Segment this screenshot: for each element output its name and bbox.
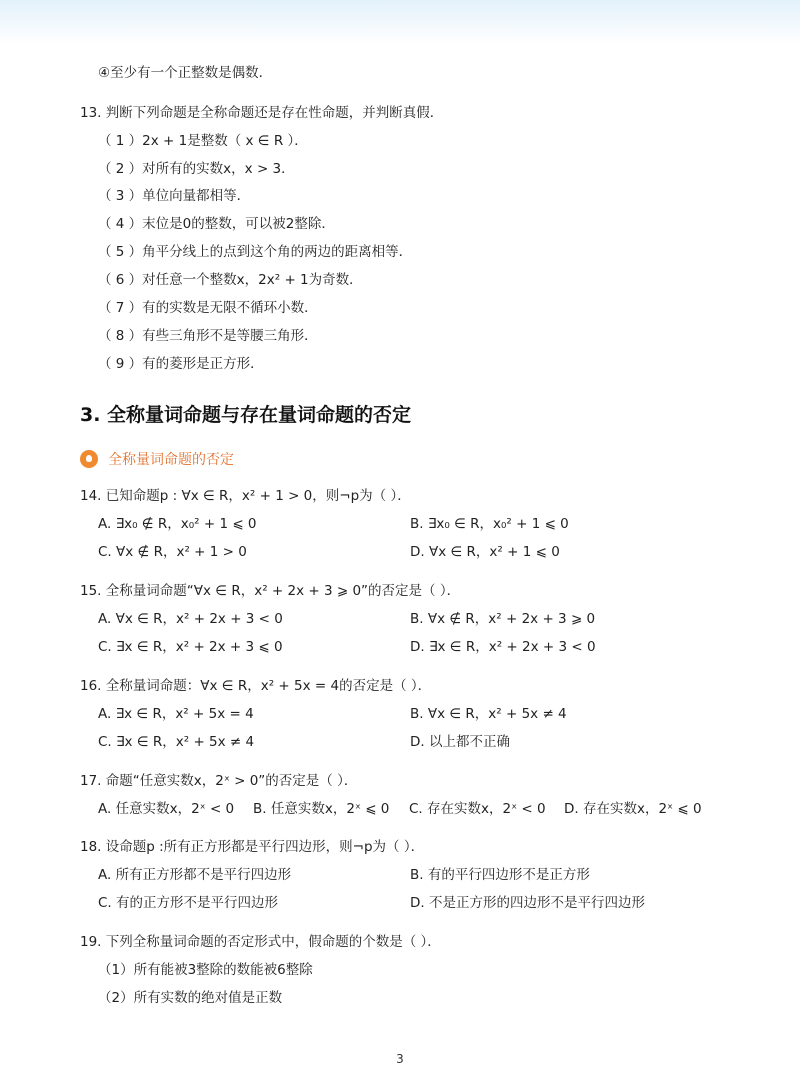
q18-option-d: D. 不是正方形的四边形不是平行四边形	[410, 895, 645, 911]
q15-option-a: A. ∀x ∈ R，x² + 2x + 3 < 0	[98, 611, 283, 627]
q13-item-9: （ 9 ）有的菱形是正方形．	[98, 356, 264, 372]
q14-option-d: D. ∀x ∈ R，x² + 1 ⩽ 0	[410, 544, 560, 560]
question-17: 17. 命题“任意实数x，2ˣ > 0”的否定是（ ）．	[80, 773, 358, 789]
q13-item-3: （ 3 ）单位向量都相等．	[98, 188, 251, 204]
q14-option-b: B. ∃x₀ ∈ R，x₀² + 1 ⩽ 0	[410, 516, 569, 532]
q15-option-d: D. ∃x ∈ R，x² + 2x + 3 < 0	[410, 639, 596, 655]
question-15: 15. 全称量词命题“∀x ∈ R，x² + 2x + 3 ⩾ 0”的否定是（ ）．	[80, 583, 461, 599]
q15-option-b: B. ∀x ∉ R，x² + 2x + 3 ⩾ 0	[410, 611, 596, 627]
q13-item-7: （ 7 ）有的实数是无限不循环小数．	[98, 300, 318, 316]
q17-option-b: B. 任意实数x，2ˣ ⩽ 0	[253, 801, 390, 817]
q17-option-c: C. 存在实数x，2ˣ < 0	[409, 801, 546, 817]
q16-option-b: B. ∀x ∈ R，x² + 5x ≠ 4	[410, 706, 567, 722]
q18-option-c: C. 有的正方形不是平行四边形	[98, 895, 279, 911]
q13-item-8: （ 8 ）有些三角形不是等腰三角形．	[98, 328, 318, 344]
q17-option-a: A. 任意实数x，2ˣ < 0	[98, 801, 235, 817]
q19-item-2: （2）所有实数的绝对值是正数	[98, 990, 283, 1006]
proposition-4: ④至少有一个正整数是偶数．	[98, 65, 273, 81]
page-number: 3	[396, 1052, 404, 1066]
question-13: 13. 判断下列命题是全称命题还是存在性命题，并判断真假．	[80, 105, 444, 121]
q13-item-1: （ 1 ）2x + 1是整数（ x ∈ R ）．	[98, 133, 308, 149]
q13-item-6: （ 6 ）对任意一个整数x，2x² + 1为奇数．	[98, 272, 363, 288]
q13-item-4: （ 4 ）末位是0的整数，可以被2整除．	[98, 216, 335, 232]
q13-item-2: （ 2 ）对所有的实数x，x > 3．	[98, 161, 295, 177]
q18-option-a: A. 所有正方形都不是平行四边形	[98, 867, 292, 883]
question-18: 18. 设命题p :所有正方形都是平行四边形，则¬p为（ ）．	[80, 839, 425, 855]
q13-item-5: （ 5 ）角平分线上的点到这个角的两边的距离相等．	[98, 244, 413, 260]
question-16: 16. 全称量词命题：∀x ∈ R，x² + 5x = 4的否定是（ ）．	[80, 678, 432, 694]
q16-option-c: C. ∃x ∈ R，x² + 5x ≠ 4	[98, 734, 255, 750]
q17-option-d: D. 存在实数x，2ˣ ⩽ 0	[564, 801, 702, 817]
q16-option-a: A. ∃x ∈ R，x² + 5x = 4	[98, 706, 254, 722]
lightbulb-icon	[80, 450, 98, 468]
section-title: 3. 全称量词命题与存在量词命题的否定	[80, 404, 412, 426]
sub-heading-text: 全称量词命题的否定	[108, 452, 234, 468]
question-14: 14. 已知命题p : ∀x ∈ R，x² + 1 > 0，则¬p为（ ）．	[80, 488, 411, 504]
header-decoration	[0, 0, 800, 44]
q16-option-d: D. 以上都不正确	[410, 734, 510, 750]
q15-option-c: C. ∃x ∈ R，x² + 2x + 3 ⩽ 0	[98, 639, 283, 655]
q18-option-b: B. 有的平行四边形不是正方形	[410, 867, 590, 883]
q14-option-a: A. ∃x₀ ∉ R，x₀² + 1 ⩽ 0	[98, 516, 257, 532]
question-19: 19. 下列全称量词命题的否定形式中，假命题的个数是（ ）．	[80, 934, 441, 950]
sub-heading	[80, 449, 234, 469]
q14-option-c: C. ∀x ∉ R，x² + 1 > 0	[98, 544, 247, 560]
q19-item-1: （1）所有能被3整除的数能被6整除	[98, 962, 313, 978]
